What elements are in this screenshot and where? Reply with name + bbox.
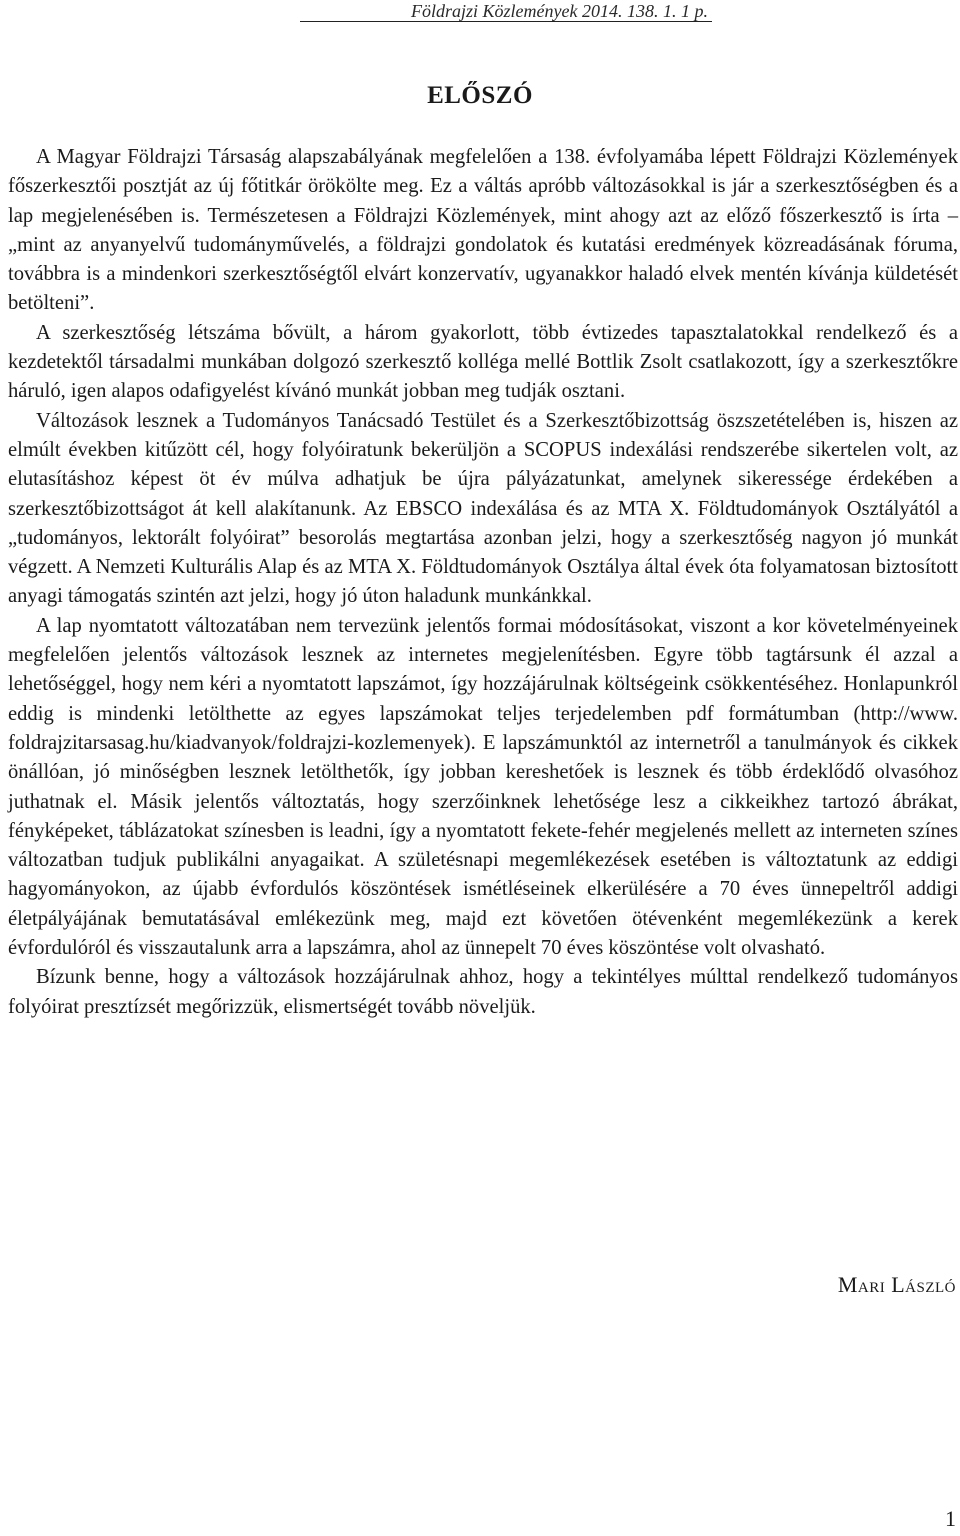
paragraph: A lap nyomtatott változatában nem tervezünk jelentős formai módosításokat, viszont a kor követelményeinek megfelelően jelentős változások lesznek az internetes megjelenítésben. Egyre több tagtársunk él azzal a lehetőséggel, hogy nem kéri a nyomtatott lapszámot, így hozzájárulnak költségeink csökkentéséhez. Honlapunkról eddig is mindenki letölthette az egyes lapszámokat teljes terjedelemben pdf formátumban (http://www.​foldrajzitarsasag.hu/kiadvanyok/foldrajzi-kozlemenyek). E lapszámunktól az internetről a tanulmányok és cikkek önállóan, jó minőségben lesznek letölthetők, így jobban kereshetőek is lesznek és több érdeklődő olvasóhoz juthatnak el. Másik jelentős változtatás, hogy szerzőinknek lehetősége lesz a cikkeikhez tartozó ábrákat, fényképeket, táblázatokat színesben is leadni, így a nyomtatott fekete-fehér megjelenés mellett az interneten színes változatban tudjuk publikálni anyagaikat. A születésnapi megemlékezések esetében is változtatunk az eddigi hagyományokon, az újabb évfordulós köszöntések ismétléseinek elkerülésére a 70 éves ünnepeltről addigi életpályájának bemutatásával emlékezünk meg, majd ezt követően ötévenként megemlékezünk a kerek évfordulóról és visszautalunk arra a lapszámra, ahol az ünnepelt 70 éves köszöntése volt olvasható. — [8, 614, 958, 960]
paragraph: A szerkesztőség létszáma bővült, a három gyakorlott, több évtizedes tapasztalatokkal rendelkező és a kezdetektől társadalmi munkában dolgozó szerkesztő kolléga mellé Bottlik Zsolt csatlakozott, így a szerkesztőkre háruló, igen alapos odafigyelést kívánó munkát jobban meg tudják osztani. — [8, 321, 958, 403]
paragraph: Bízunk benne, hogy a változások hozzájárulnak ahhoz, hogy a tekintélyes múlttal rendelkező tudományos folyóirat presztízsét megőrizzük, elismertségét tovább növeljük. — [8, 966, 958, 1018]
author-signature: Mari László — [837, 1272, 956, 1297]
paragraph: Változások lesznek a Tudományos Tanácsadó Testület és a Szerkesztőbizottság öszszetételében is, hiszen az elmúlt években kitűzött cél, hogy folyóiratunk bekerüljön a SCOPUS indexálási rendszerébe sikertelen volt, az elutasításhoz képest öt év múlva adhatjuk be újra pályázatunkat, amelynek sikeressége érdekében a szerkesztőbizottságot át kell alakítanunk. Az EBSCO indexálása és az MTA X. Földtudományok Osztályától a „tudományos, lektorált folyóirat” besorolás megtartása azonban jelzi, hogy a szerkesztőség nagyon jó munkát végzett. A Nemzeti Kulturális Alap és az MTA X. Földtudományok Osztálya által évek óta folyamatosan biztosított anyagi támogatás szintén azt jelzi, hogy jó úton haladunk munkánkkal. — [8, 409, 958, 608]
running-head: Földrajzi Közlemények 2014. 138. 1. 1 p. — [300, 0, 712, 22]
paragraph: A Magyar Földrajzi Társaság alapszabályának megfelelően a 138. évfolyamába lépett Földrajzi Közlemények főszerkesztői posztját az új főtitkár örökölte meg. Ez a váltás apróbb változásokkal is jár a szerkesztőségben és a lap megjelenésében is. Természetesen a Földrajzi Közlemények, mint ahogy azt az előző főszerkesztő is írta – „mint az anyanyelvű tudományművelés, a földrajzi gondolatok és kutatási eredmények közreadásának fóruma, továbbra is a mindenkori szerkesztőségtől elvárt konzervatív, ugyanakkor haladó elvek mentén kívánja küldetését betölteni”. — [8, 146, 958, 315]
page-title: ELŐSZÓ — [427, 82, 533, 109]
page-number: 1 — [945, 1506, 956, 1531]
article-body — [8, 143, 958, 1022]
